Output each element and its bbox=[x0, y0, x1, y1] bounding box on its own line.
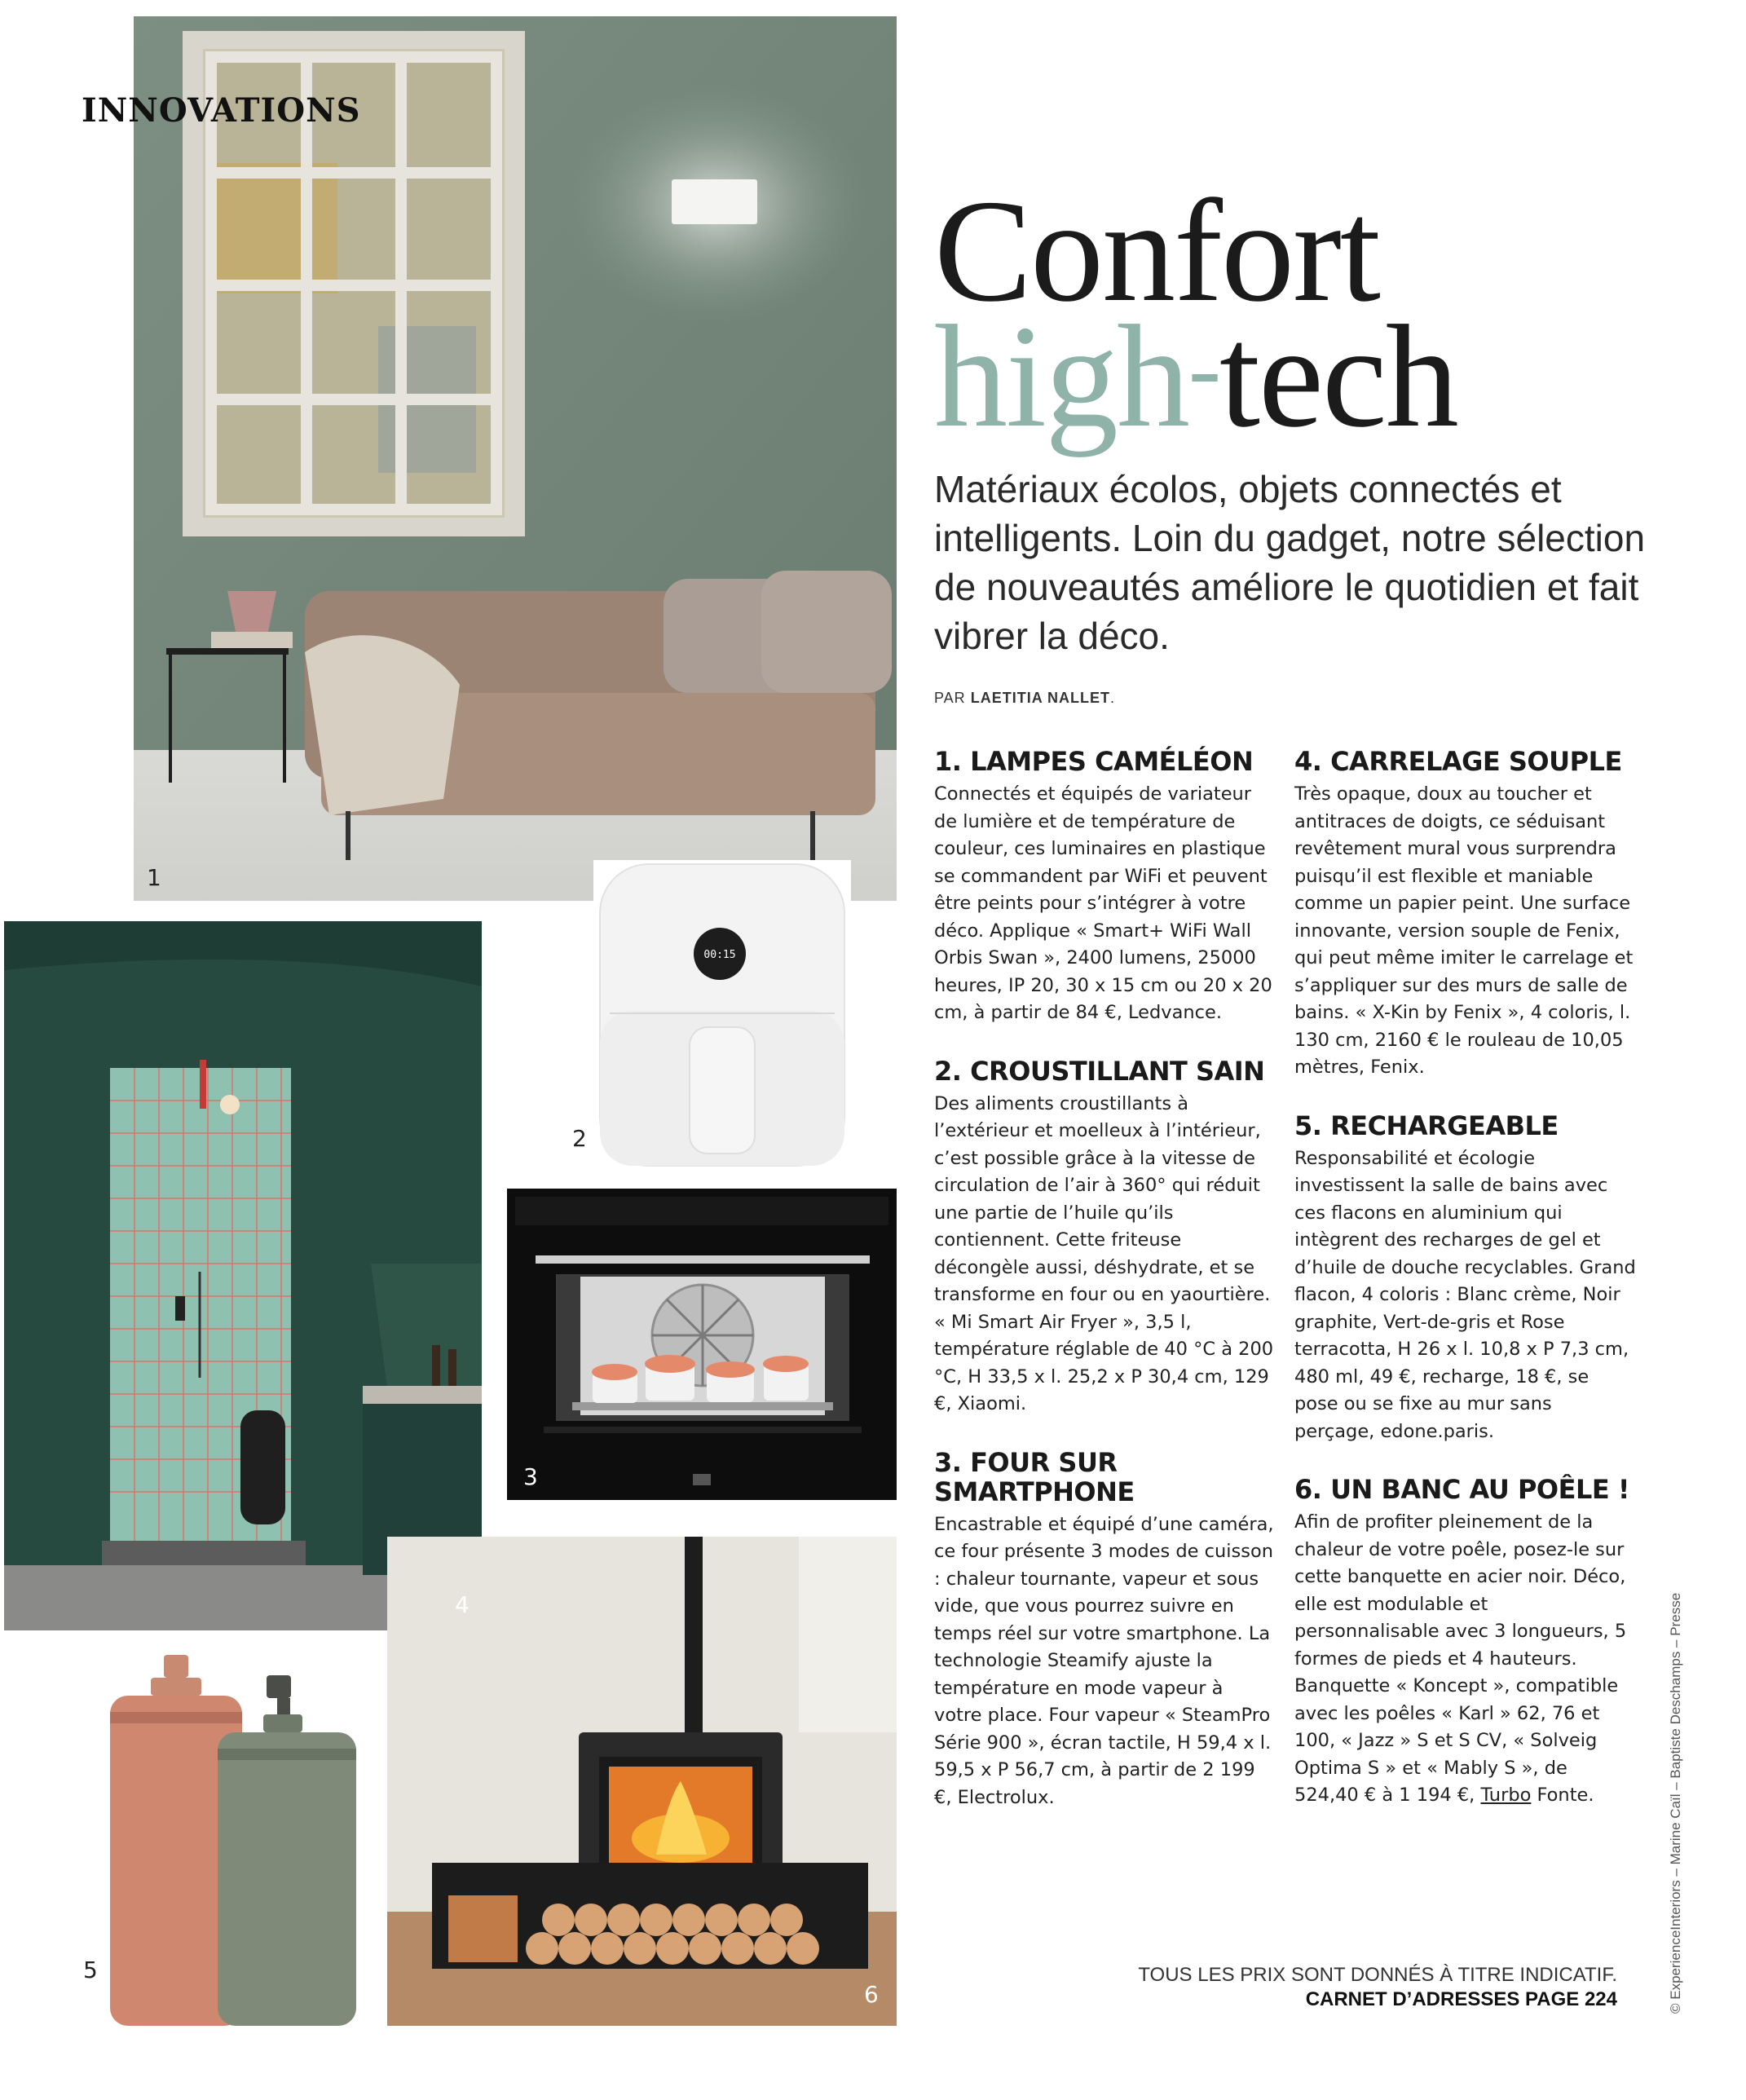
item-4 bbox=[1294, 747, 1637, 1082]
item-1-heading: 1. LAMPES CAMÉLÉON bbox=[934, 746, 1254, 777]
item-6-text-after: Fonte. bbox=[1531, 1785, 1594, 1806]
item-2-text: Des aliments croustillants à l’extérieur et moelleux à l’intérieur, c’est possible grâce à la vitesse de circulation de l’air à 360° qui réduit une partie de l’huile qu’ils contiennent. Cette friteuse décongèle aussi, déshydrate, et se transforme en four ou en yaourtière. « Mi Smart Air Fryer », 3,5 l, température réglable de 40 °C à 200 °C, H 33,5 x l. 25,2 x P 30,4 cm, 129 €, Xiaomi. bbox=[934, 1092, 1274, 1414]
item-4-text: Très opaque, doux au toucher et antitraces de doigts, ce séduisant revêtement mural vous surprendra puisqu’il est flexible et maniable comme un papier peint. Une surface innovante, version souple de Fenix, qui peut même imiter le carrelage et s’appliquer sur des murs de salle de bains. « X-Kin by Fenix », 4 coloris, l. 130 cm, 2160 € le rouleau de 10,05 mètres, Fenix. bbox=[1294, 783, 1634, 1078]
article-column-right bbox=[1294, 747, 1637, 1839]
article-column-left bbox=[934, 747, 1276, 1841]
item-3-text: Encastrable et équipé d’une caméra, ce four présente 3 modes de cuisson : chaleur tournante, vapeur et sous vide, que vous pourrez suivre en temps réel sur votre smartphone. La technologie Steamify ajuste la température en mode vapeur à votre place. Four vapeur « SteamPro Série 900 », écran tactile, H 59,4 x l. 59,5 x P 56,7 cm, à partir de 2 199 €, Electrolux. bbox=[934, 1513, 1274, 1808]
air-fryer-illustration bbox=[593, 860, 851, 1170]
fryer-display-text: 00:15 bbox=[703, 949, 736, 961]
title-dash: - bbox=[1188, 314, 1219, 422]
living-room-illustration bbox=[134, 16, 897, 901]
item-5 bbox=[1294, 1111, 1637, 1446]
section-label: INNOVATIONS bbox=[82, 91, 361, 130]
photo-number-1: 1 bbox=[147, 864, 161, 891]
title-dark: tech bbox=[1219, 295, 1457, 457]
item-5-text: Responsabilité et écologie investissent la salle de bains avec ces flacons en aluminium qui intègrent des recharges de gel et d’huile de douche recyclables. Grand flacon, 4 coloris : Blanc crème, Noir graphite, Vert-de-gris et Rose terracotta, H 26 x l. 10,8 x P 7,3 cm, 480 ml, 49 €, recharge, 18 €, se pose ou se fixe au mur sans perçage, edone.paris. bbox=[1294, 1147, 1636, 1442]
item-3 bbox=[934, 1448, 1276, 1812]
title-line-1: Confort bbox=[934, 170, 1379, 332]
bottles-illustration bbox=[4, 1639, 387, 2030]
oven-illustration bbox=[507, 1189, 897, 1500]
photo-bottles bbox=[4, 1639, 387, 2030]
item-5-heading: 5. RECHARGEABLE bbox=[1294, 1110, 1559, 1141]
item-1 bbox=[934, 747, 1276, 1027]
byline-author: LAETITIA NALLET bbox=[970, 690, 1111, 706]
item-1-text: Connectés et équipés de variateur de lumière et de température de couleur, ces luminaires en plastique se commandent par WiFi et peuvent être peints pour s’intégrer à votre déco. Applique « Smart+ WiFi Wall Orbis Swan », 2400 lumens, 25000 heures, IP 20, 30 x 15 cm ou 20 x 20 cm, à partir de 84 €, Ledvance. bbox=[934, 783, 1272, 1023]
photo-bathroom bbox=[4, 921, 482, 1630]
photo-number-3: 3 bbox=[523, 1463, 538, 1490]
item-3-heading: 3. FOUR SUR SMARTPHONE bbox=[934, 1446, 1135, 1507]
photo-number-5: 5 bbox=[83, 1957, 98, 1983]
photo-number-4: 4 bbox=[455, 1591, 470, 1618]
item-2 bbox=[934, 1057, 1276, 1418]
item-4-heading: 4. CARRELAGE SOUPLE bbox=[1294, 746, 1622, 777]
chapo: Matériaux écolos, objets connectés et intelligents. Loin du gadget, notre sélection de nouveautés améliore le quotidien et fait vibrer la déco. bbox=[934, 468, 1646, 657]
item-6-link[interactable]: Turbo bbox=[1480, 1785, 1532, 1806]
item-2-heading: 2. CROUSTILLANT SAIN bbox=[934, 1055, 1265, 1087]
footer-note bbox=[1138, 1963, 1617, 2012]
photo-living-room bbox=[134, 16, 897, 901]
footer-address-ref: CARNET D’ADRESSES PAGE 224 bbox=[1305, 1988, 1617, 2010]
item-6-text bbox=[1294, 1509, 1637, 1810]
footer-prices-note: TOUS LES PRIX SONT DONNÉS À TITRE INDICATIF. bbox=[1138, 1964, 1617, 1986]
item-6-text-before: Afin de profiter pleinement de la chaleur de votre poêle, posez-le sur cette banquette en acier noir. Déco, elle est modulable et personnalisable avec 3 longueurs, 5 formes de pieds et 4 hauteurs. Banquette « Koncept », compatible avec les poêles « Karl » 62, 76 et 100, « Jazz » S et S CV, « Solveig Optima S » et « Mably S », de 524,40 € à 1 194 €, bbox=[1294, 1511, 1627, 1806]
title-accent: high bbox=[934, 295, 1189, 457]
byline-prefix: PAR bbox=[934, 690, 966, 706]
bathroom-illustration bbox=[4, 921, 482, 1630]
photo-credit: © ExperienceInteriors – Marine Caïl – Baptiste Deschamps – Presse bbox=[1668, 1592, 1683, 2014]
photo-number-6: 6 bbox=[864, 1981, 879, 2008]
title-line-2 bbox=[934, 295, 1457, 457]
item-6 bbox=[1294, 1475, 1637, 1810]
photo-air-fryer bbox=[593, 860, 851, 1170]
byline bbox=[934, 690, 1115, 707]
photo-number-2: 2 bbox=[572, 1125, 587, 1152]
byline-suffix: . bbox=[1110, 690, 1116, 706]
item-6-heading: 6. UN BANC AU POÊLE ! bbox=[1294, 1474, 1629, 1505]
photo-oven bbox=[507, 1189, 897, 1500]
